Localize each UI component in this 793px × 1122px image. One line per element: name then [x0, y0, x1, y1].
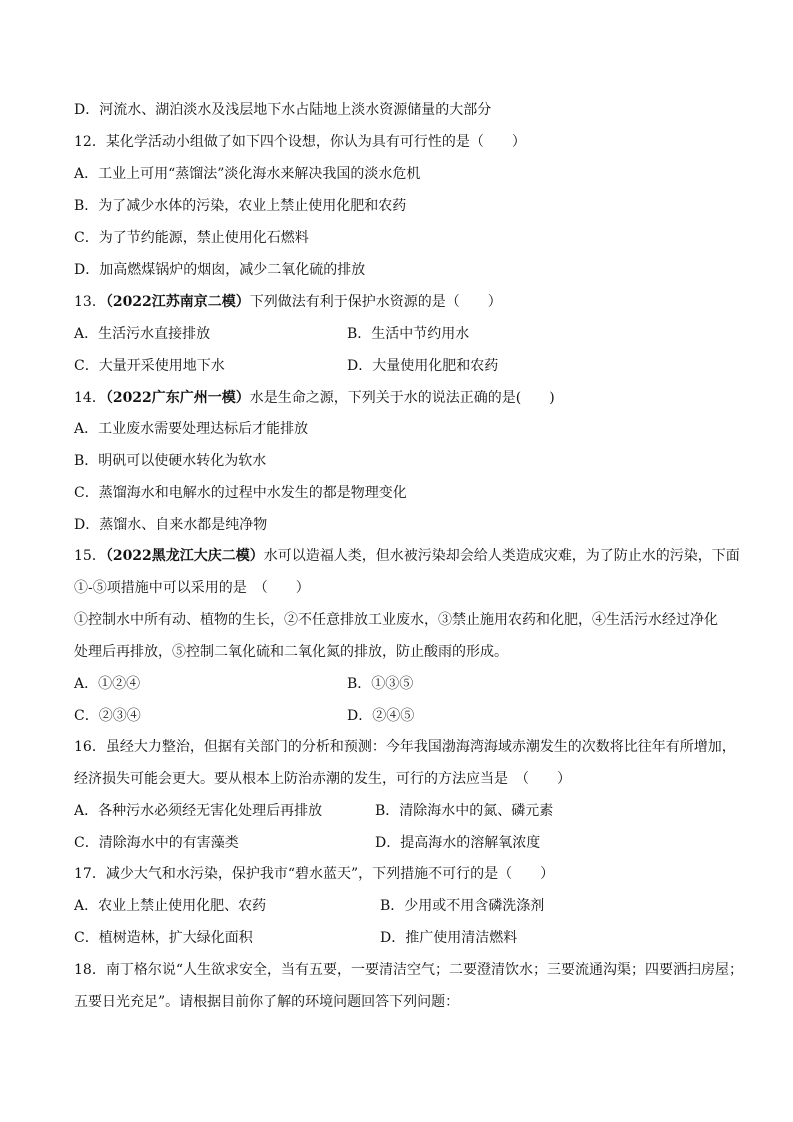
q13-source: （2022江苏南京二模） — [105, 294, 250, 310]
q13-option-a: A．生活污水直接排放 — [74, 326, 211, 342]
q16-option-b: B．清除海水中的氮、磷元素 — [375, 803, 554, 819]
q14-option-b: B．明矾可以使硬水转化为软水 — [74, 453, 267, 469]
q13-stem — [74, 292, 724, 312]
q15-number: 15． — [74, 548, 106, 564]
q12-stem: 12．某化学活动小组做了如下四个设想，你认为具有可行性的是（ ） — [74, 134, 526, 150]
q15-option-d: D．②④⑤ — [347, 708, 415, 724]
q12-option-b: B．为了减少水体的污染，农业上禁止使用化肥和农药 — [74, 198, 407, 214]
q16-option-c: C．清除海水中的有害藻类 — [74, 835, 239, 851]
q16-stem: 16．虽经大力整治，但据有关部门的分析和预测：今年我国渤海湾海域赤潮发生的次数将比往年有所增加， — [74, 739, 736, 755]
q15-option-c: C．②③④ — [74, 708, 141, 724]
q15-option-b: B．①③⑤ — [347, 676, 414, 692]
q12-option-c: C．为了节约能源，禁止使用化石燃料 — [74, 230, 309, 246]
q15-stem-line2: ①-⑤项措施中可以采用的是 （ ） — [74, 580, 310, 596]
q15-stem — [74, 546, 740, 566]
q14-option-d: D．蒸馏水、自来水都是纯净物 — [74, 517, 268, 533]
q14-option-c: C．蒸馏海水和电解水的过程中水发生的都是物理变化 — [74, 485, 407, 501]
q15-source: （2022黑龙江大庆二模） — [105, 548, 264, 564]
q16-option-d: D．提高海水的溶解氧浓度 — [375, 835, 541, 851]
q12-option-a: A．工业上可用“蒸馏法”淡化海水来解决我国的淡水危机 — [74, 166, 421, 182]
q15-text: 水可以造福人类，但水被污染却会给人类造成灾难，为了防止水的污染，下面 — [263, 548, 740, 564]
q13-text: 下列做法有利于保护水资源的是（ ） — [249, 294, 502, 310]
q17-option-c: C．植树造林，扩大绿化面积 — [74, 930, 253, 946]
q14-option-a: A．工业废水需要处理达标后才能排放 — [74, 421, 309, 437]
q14-source: （2022广东广州一模） — [105, 390, 250, 406]
q17-option-a: A．农业上禁止使用化肥、农药 — [74, 898, 267, 914]
q15-option-a: A．①②④ — [74, 676, 141, 692]
q16-stem-line2: 经济损失可能会更大。要从根本上防治赤潮的发生，可行的方法应当是 （ ） — [74, 771, 571, 787]
q13-number: 13． — [74, 294, 106, 310]
q16-option-a: A．各种污水必须经无害化处理后再排放 — [74, 803, 323, 819]
q17-stem: 17．减少大气和水污染，保护我市“碧水蓝天”，下列措施不可行的是（ ） — [74, 866, 555, 882]
q17-option-d: D．推广使用清洁燃料 — [380, 930, 518, 946]
q15-measures-line2: 处理后再排放，⑤控制二氧化硫和二氧化氮的排放，防止酸雨的形成。 — [74, 644, 508, 660]
q18-stem-line2: 五要日光充足”。请根据目前你了解的环境问题回答下列问题： — [74, 994, 460, 1010]
q14-stem — [74, 388, 724, 408]
q13-option-d: D．大量使用化肥和农药 — [347, 358, 499, 374]
q14-number: 14． — [74, 390, 106, 406]
q14-text: 水是生命之源，下列关于水的说法正确的是( ) — [249, 390, 555, 406]
q13-option-b: B．生活中节约用水 — [347, 326, 470, 342]
q17-option-b: B．少用或不用含磷洗涤剂 — [380, 898, 545, 914]
q12-option-d: D．加高燃煤锅炉的烟囱，减少二氧化硫的排放 — [74, 262, 366, 278]
q11-option-d: D．河流水、湖泊淡水及浅层地下水占陆地上淡水资源储量的大部分 — [74, 102, 492, 118]
q13-option-c: C．大量开采使用地下水 — [74, 358, 225, 374]
q18-stem: 18．南丁格尔说“人生欲求安全，当有五要，一要清洁空气；二要澄清饮水；三要流通沟渠；四要洒扫房屋； — [74, 962, 743, 978]
q15-measures-line1: ①控制水中所有动、植物的生长，②不任意排放工业废水，③禁止施用农药和化肥，④生活污水经过净化 — [74, 612, 718, 628]
